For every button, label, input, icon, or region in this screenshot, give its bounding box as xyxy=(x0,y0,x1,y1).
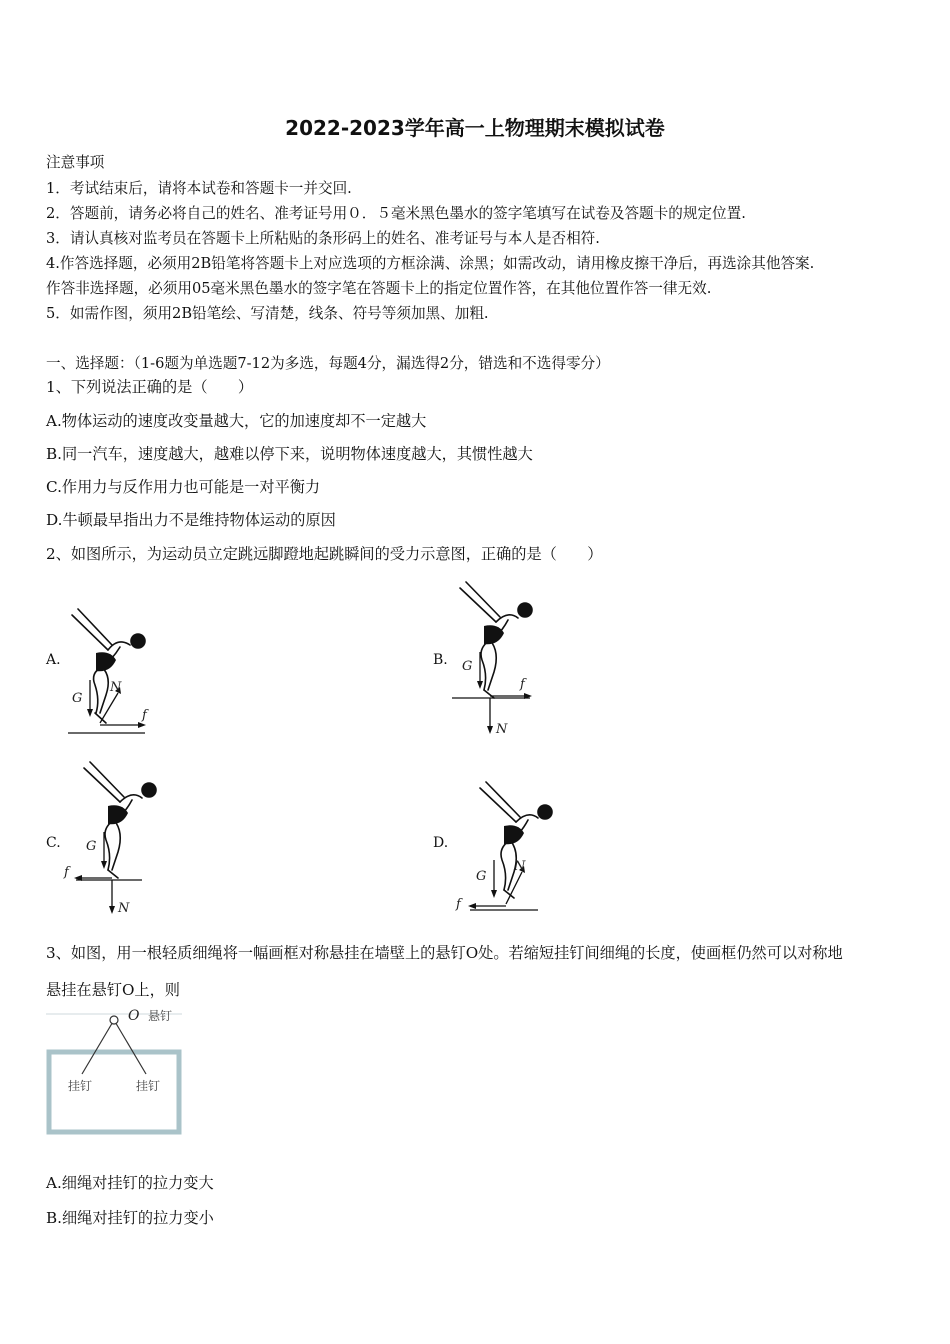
question-1-option-a: A.物体运动的速度改变量越大，它的加速度却不一定越大 xyxy=(46,412,427,430)
gravity-label: G xyxy=(476,869,487,884)
friction-label: f xyxy=(520,677,525,692)
notice-heading: 注意事项 xyxy=(46,154,105,171)
notice-item: 1．考试结束后，请将本试卷和答题卡一并交回. xyxy=(46,180,352,197)
normal-force-label: N xyxy=(514,859,526,874)
question-1-option-b: B.同一汽车，速度越大，越难以停下来，说明物体速度越大，其惯性越大 xyxy=(46,445,533,463)
notice-item: 3．请认真核对监考员在答题卡上所粘贴的条形码上的姓名、准考证号与本人是否相符. xyxy=(46,230,600,247)
section-heading: 一、选择题：（1-6题为单选题7-12为多选，每题4分，漏选得2分，错选和不选得零分） xyxy=(46,355,610,372)
question-3-option-a: A.细绳对挂钉的拉力变大 xyxy=(46,1174,214,1192)
notice-item: 5．如需作图，须用2B铅笔绘、写清楚，线条、符号等须加黑、加粗. xyxy=(46,305,489,322)
hook-right-label: 挂钉 xyxy=(136,1079,161,1093)
force-diagram-d xyxy=(450,780,560,920)
force-diagram-b xyxy=(450,580,550,740)
question-1-option-d: D.牛顿最早指出力不是维持物体运动的原因 xyxy=(46,511,336,529)
question-2-option-c-label: C. xyxy=(46,835,61,851)
friction-label: f xyxy=(142,708,147,723)
question-2-option-b-label: B. xyxy=(433,652,448,668)
hook-left-label: 挂钉 xyxy=(68,1079,93,1093)
nail-label: 悬钉 xyxy=(148,1009,173,1023)
notice-item: 2．答题前，请务必将自己的姓名、准考证号用０．５毫米黑色墨水的签字笔填写在试卷及答题卡的规定位置. xyxy=(46,205,746,222)
gravity-label: G xyxy=(462,659,473,674)
page-title: 2022-2023学年高一上物理期末模拟试卷 xyxy=(285,116,665,140)
normal-force-label: N xyxy=(496,722,508,737)
question-3-option-b: B.细绳对挂钉的拉力变小 xyxy=(46,1209,214,1227)
question-3-stem-line-1: 3、如图，用一根轻质细绳将一幅画框对称悬挂在墙壁上的悬钉O处。若缩短挂钉间细绳的长度，使画框仍然可以对称地 xyxy=(46,944,843,962)
nail-letter: O xyxy=(128,1008,140,1024)
gravity-label: G xyxy=(86,839,97,854)
question-1-option-c: C.作用力与反作用力也可能是一对平衡力 xyxy=(46,478,321,496)
gravity-label: G xyxy=(72,691,83,706)
question-3-stem-line-2: 悬挂在悬钉O上，则 xyxy=(46,981,180,999)
normal-force-label: N xyxy=(118,901,130,916)
question-1-stem: 1、下列说法正确的是（ ） xyxy=(46,378,254,396)
friction-label: f xyxy=(456,897,461,912)
notice-item: 4.作答选择题，必须用2B铅笔将答题卡上对应选项的方框涂满、涂黑；如需改动，请用橡皮擦干净后，再选涂其他答案. xyxy=(46,255,815,272)
normal-force-label: N xyxy=(110,680,122,695)
force-diagram-a xyxy=(60,605,170,745)
question-2-option-d-label: D. xyxy=(433,835,449,851)
friction-label: f xyxy=(64,865,69,880)
question-2-stem: 2、如图所示，为运动员立定跳远脚蹬地起跳瞬间的受力示意图，正确的是（ ） xyxy=(46,545,603,563)
picture-frame-diagram xyxy=(44,1006,194,1138)
question-2-option-a-label: A. xyxy=(46,652,61,668)
notice-item: 作答非选择题，必须用05毫米黑色墨水的签字笔在答题卡上的指定位置作答，在其他位置作答一律无效. xyxy=(46,280,712,297)
force-diagram-c xyxy=(62,760,172,920)
